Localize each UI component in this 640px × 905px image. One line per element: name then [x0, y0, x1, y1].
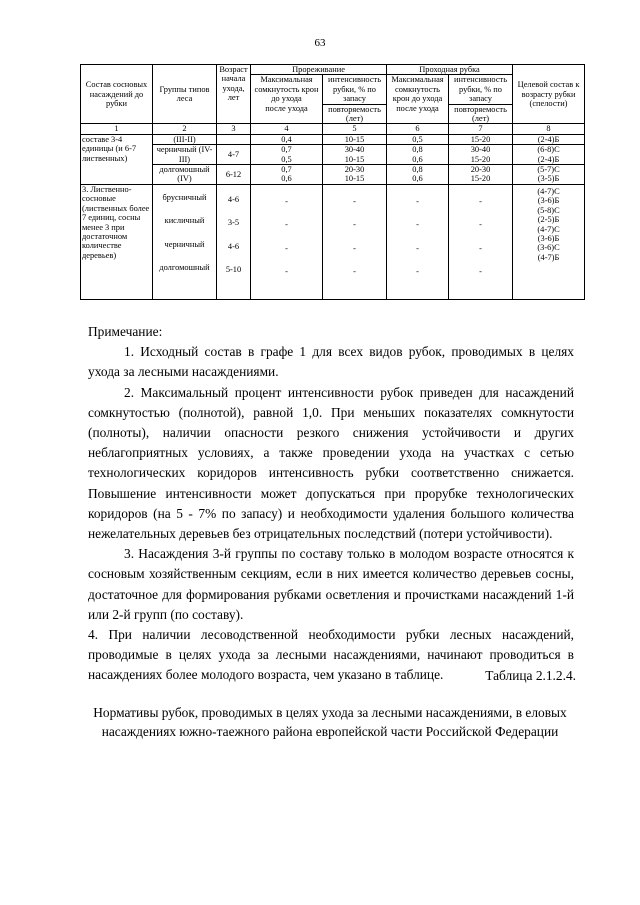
- row2-composition: составе 3-4 единицы (и 6-7 лиственных): [81, 134, 153, 184]
- forest-type: кисличный: [164, 216, 205, 226]
- a-intensity: 30-40 10-15: [323, 145, 387, 165]
- table-row: [81, 184, 585, 299]
- notes-section: [88, 322, 574, 686]
- a-intensity-list: [323, 184, 387, 299]
- col-num: 5: [323, 124, 387, 134]
- dash: -: [285, 196, 288, 206]
- table-row: [81, 165, 585, 185]
- next-table-title: Нормативы рубок, проводимых в целях ухода за лесными насаждениями, в еловых насаждениях южно-таежного района европейской части Российской Федерации: [93, 705, 567, 739]
- start-age: 4-6: [227, 241, 240, 251]
- start-ages-list: [217, 184, 251, 299]
- forest-type: черничный: [164, 239, 205, 249]
- dash: -: [479, 243, 482, 253]
- dash: -: [353, 220, 356, 230]
- header-start-age: Возраст начала ухода, лет: [217, 65, 251, 124]
- a-intensity: 20-30 10-15: [323, 165, 387, 185]
- dash: -: [479, 196, 482, 206]
- table-row: [81, 145, 585, 165]
- column-numbers-row: [81, 124, 585, 134]
- header-a-max-density: Максимальная сомкнутость крон до ухода: [251, 75, 323, 104]
- target-composition-list: [513, 184, 585, 299]
- dash: -: [416, 196, 419, 206]
- row3-composition: 3. Лиственно-сосновые (лиственных более 7 единиц, сосны менее 3 при достаточном количестве деревьев): [81, 184, 153, 299]
- target-composition: (4-7)С (3-6)Б: [537, 224, 560, 243]
- header-forest-types: Группы типов леса: [153, 65, 217, 124]
- start-age: 6-12: [217, 165, 251, 185]
- start-age: [217, 134, 251, 144]
- b-density-list: [387, 184, 449, 299]
- header-thinning: Прореживание: [251, 65, 387, 75]
- a-density-list: [251, 184, 323, 299]
- norms-table: [80, 64, 585, 300]
- start-age: 4-6: [227, 194, 240, 204]
- target-composition: (2-4)Б: [513, 134, 585, 144]
- target-composition: (4-7)С (3-6)Б: [537, 186, 560, 206]
- col-num: 2: [153, 124, 217, 134]
- forest-types-list: [153, 184, 217, 299]
- col-num: 1: [81, 124, 153, 134]
- header-a-intensity: интенсивность рубки, % по запасу: [323, 75, 387, 104]
- forest-type: долгомошный (IV): [153, 165, 217, 185]
- header-b-after-care: после ухода: [387, 104, 449, 124]
- b-density: 0,5: [387, 134, 449, 144]
- target-composition: (6-8)С (2-4)Б: [513, 145, 585, 165]
- a-intensity: 10-15: [323, 134, 387, 144]
- header-a-after-care: после ухода: [251, 104, 323, 124]
- header-b-max-density: Максимальная сомкнутость крон до ухода: [387, 75, 449, 104]
- note-2: 2. Максимальный процент интенсивности рубок приведен для насаждений сомкнутостью (полнотой), равной 1,0. При меньших показателях сомкнутости (полноты), наличии опасности резкого снижения устойчивости и других неблагоприятных условиях, а также проведении ухода на участках с сетью технологических коридоров интенсивность рубки соответственно снижается. Повышение интенсивности может допускаться при прорубке технологических коридоров (на 5 - 7% по запасу) и необходимости удаления большого количества нежелательных деревьев без отрицательных последствий (потери устойчивости).: [88, 384, 574, 542]
- dash: -: [479, 267, 482, 277]
- b-intensity: 20-30 15-20: [449, 165, 513, 185]
- dash: -: [353, 267, 356, 277]
- start-age: 3-5: [227, 218, 240, 228]
- b-density: 0,8 0,6: [387, 145, 449, 165]
- dash: -: [353, 243, 356, 253]
- table-row: [81, 134, 585, 144]
- dash: -: [285, 267, 288, 277]
- b-intensity: 30-40 15-20: [449, 145, 513, 165]
- b-intensity-list: [449, 184, 513, 299]
- note-3: 3. Насаждения 3-й группы по составу только в молодом возрасте относятся к сосновым хозяйственным секциям, если в них имеется количество деревьев сосны, достаточное для формирования рубками осветления и прочистками насаждений 1-й или 2-й групп (по составу).: [88, 546, 574, 622]
- dash: -: [416, 220, 419, 230]
- notes-heading: Примечание:: [88, 324, 163, 339]
- dash: -: [479, 220, 482, 230]
- dash: -: [416, 243, 419, 253]
- col-num: 8: [513, 124, 585, 134]
- forest-type: (III-II): [153, 134, 217, 144]
- page-number: 63: [314, 37, 326, 49]
- header-row-1: [81, 65, 585, 75]
- forest-type: долгомошный: [159, 263, 210, 273]
- forest-type: черничный (IV-III): [153, 145, 217, 165]
- a-density: 0,7 0,5: [251, 145, 323, 165]
- a-density: 0,4: [251, 134, 323, 144]
- header-composition: Состав сосновых насаждений до рубки: [81, 65, 153, 124]
- dash: -: [353, 196, 356, 206]
- col-num: 4: [251, 124, 323, 134]
- start-age: 5-10: [225, 265, 242, 275]
- col-num: 7: [449, 124, 513, 134]
- b-intensity: 15-20: [449, 134, 513, 144]
- target-composition: (5-7)С (3-5)Б: [513, 165, 585, 185]
- note-4: 4. При наличии лесоводственной необходимости рубки лесных насаждений, проводимые в целях ухода за лесными насаждениями, начинают проводиться в насаждениях более молодого возраста, чем указано в таблице.: [88, 627, 574, 683]
- dash: -: [285, 243, 288, 253]
- header-target-composition: Целевой состав к возрасту рубки (спелости): [513, 65, 585, 124]
- dash: -: [285, 220, 288, 230]
- col-num: 6: [387, 124, 449, 134]
- forest-type: брусничный: [162, 192, 207, 202]
- b-density: 0,8 0,6: [387, 165, 449, 185]
- table-reference: Таблица 2.1.2.4.: [485, 668, 576, 683]
- a-density: 0,7 0,6: [251, 165, 323, 185]
- note-1: 1. Исходный состав в графе 1 для всех видов рубок, проводимых в целях ухода за лесными насаждениями.: [88, 344, 574, 380]
- start-age: 4-7: [217, 145, 251, 165]
- target-composition: (5-8)С (2-5)Б: [537, 205, 560, 225]
- col-num: 3: [217, 124, 251, 134]
- header-a-repeat: повторяемость (лет): [323, 104, 387, 124]
- header-b-repeat: повторяемость (лет): [449, 104, 513, 124]
- target-composition: (3-6)С (4-7)Б: [537, 243, 560, 262]
- header-b-intensity: интенсивность рубки, % по запасу: [449, 75, 513, 104]
- header-passage-cut: Проходная рубка: [387, 65, 513, 75]
- dash: -: [416, 267, 419, 277]
